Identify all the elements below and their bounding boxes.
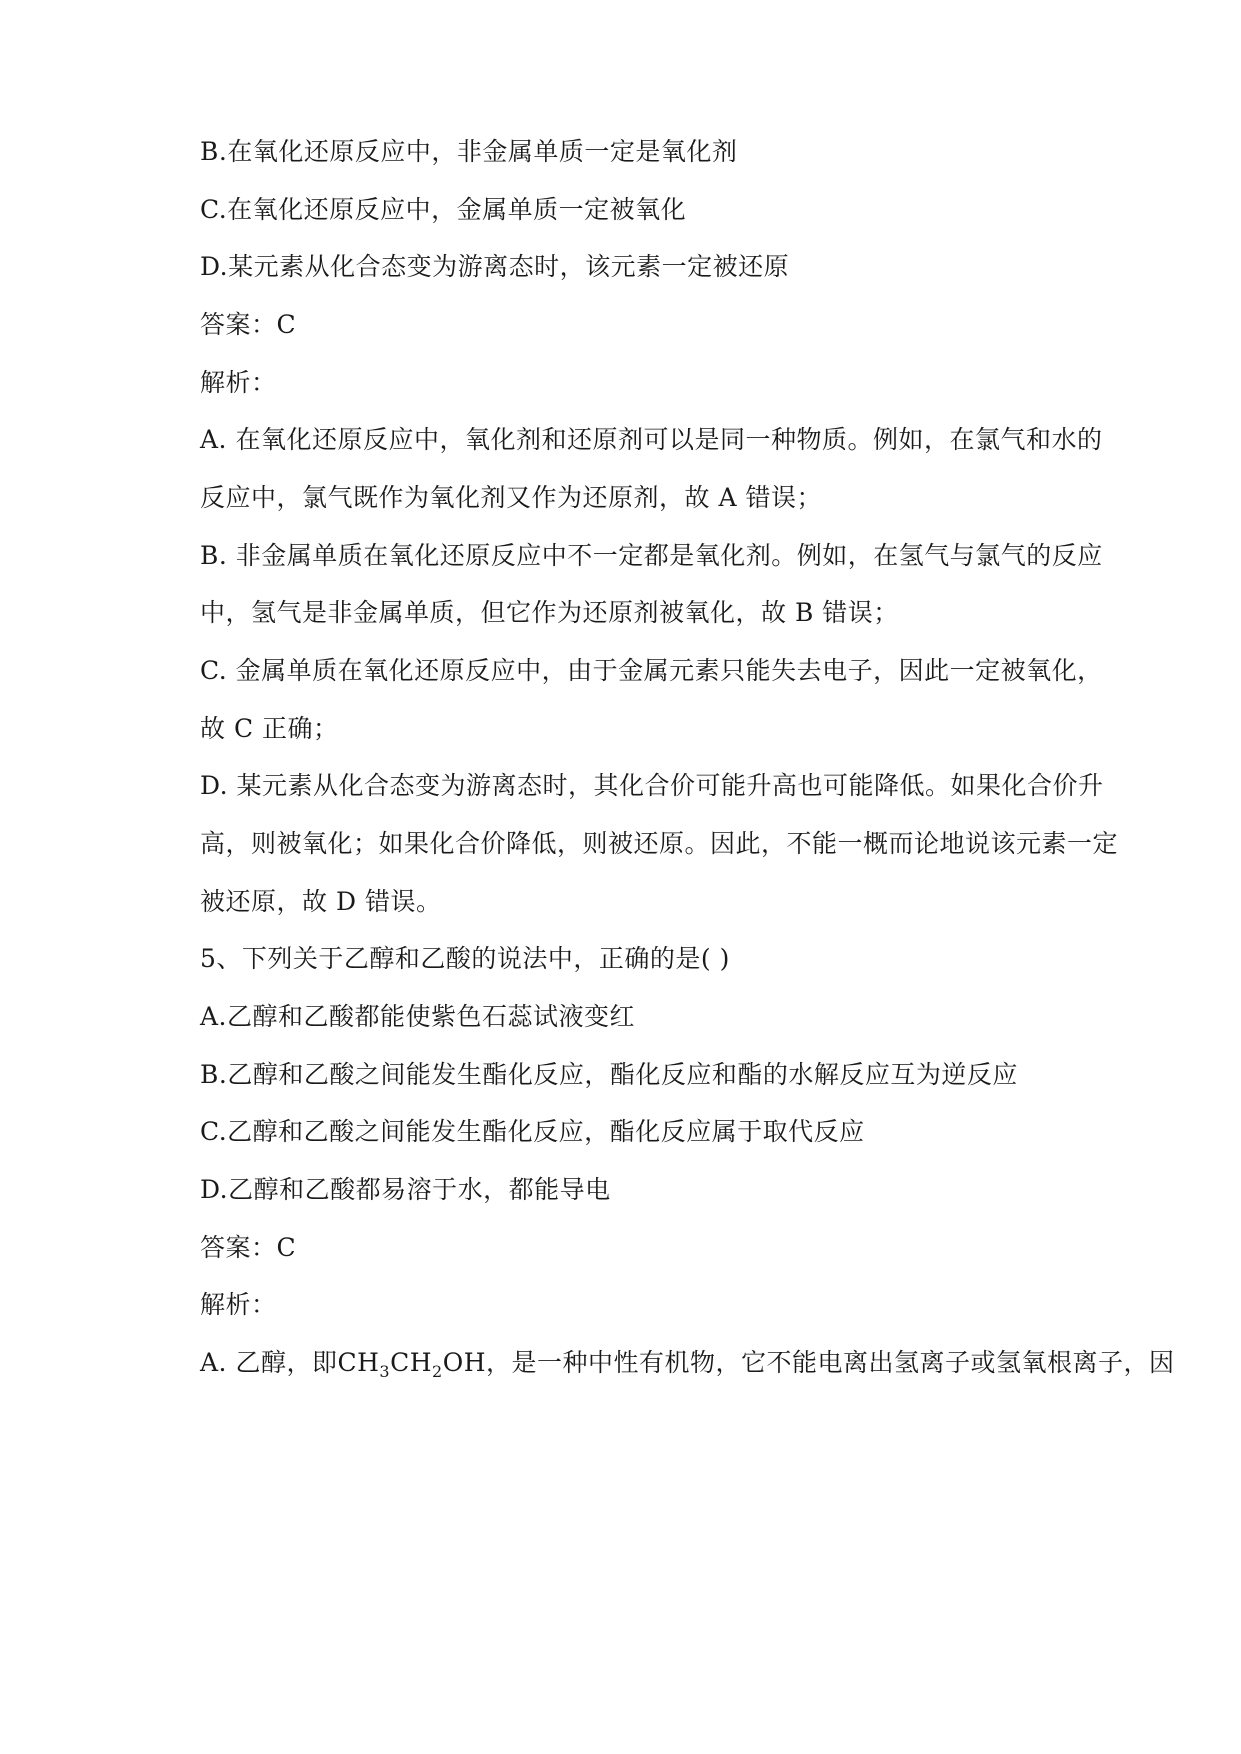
q5-question: 5、下列关于乙醇和乙酸的说法中，正确的是( ) xyxy=(200,944,730,973)
ethanol-formula: $CH_3CH_2OH$ xyxy=(337,1348,487,1381)
q4-analysis-b-line1: B. 非金属单质在氧化还原反应中不一定都是氧化剂。例如，在氢气与氯气的反应 xyxy=(200,541,1103,570)
q5-option-b: B.乙醇和乙酸之间能发生酯化反应，酯化反应和酯的水解反应互为逆反应 xyxy=(200,1060,1018,1089)
q5-option-c: C.乙醇和乙酸之间能发生酯化反应，酯化反应属于取代反应 xyxy=(200,1117,865,1146)
q5-analysis-a-suffix: ，是一种中性有机物，它不能电离出氢离子或氢氧根离子，因 xyxy=(486,1348,1175,1377)
q5-answer: 答案：C xyxy=(200,1233,297,1262)
q4-analysis-label: 解析： xyxy=(200,368,277,397)
q4-answer: 答案：C xyxy=(200,310,297,339)
q4-analysis-c-line2: 故 C 正确； xyxy=(200,714,339,743)
q4-analysis-a-line2: 反应中，氯气既作为氧化剂又作为还原剂，故 A 错误； xyxy=(200,483,822,512)
q4-analysis-a-line1: A. 在氧化还原反应中，氧化剂和还原剂可以是同一种物质。例如，在氯气和水的 xyxy=(200,425,1103,454)
q5-analysis-a-line1 xyxy=(200,1346,1175,1389)
q5-analysis-a-prefix: A. 乙醇，即 xyxy=(200,1348,338,1377)
q4-analysis-d-line3: 被还原，故 D 错误。 xyxy=(200,887,442,916)
q5-option-a: A.乙醇和乙酸都能使紫色石蕊试液变红 xyxy=(200,1002,636,1031)
q4-analysis-d-line1: D. 某元素从化合态变为游离态时，其化合价可能升高也可能降低。如果化合价升 xyxy=(200,771,1104,800)
q5-option-d: D.乙醇和乙酸都易溶于水，都能导电 xyxy=(200,1175,611,1204)
q4-analysis-c-line1: C. 金属单质在氧化还原反应中，由于金属元素只能失去电子，因此一定被氧化， xyxy=(200,656,1103,685)
q4-option-d: D.某元素从化合态变为游离态时，该元素一定被还原 xyxy=(200,252,790,281)
q4-option-c: C.在氧化还原反应中，金属单质一定被氧化 xyxy=(200,195,687,224)
q4-analysis-b-line2: 中，氢气是非金属单质，但它作为还原剂被氧化，故 B 错误； xyxy=(200,598,899,627)
q4-option-b: B.在氧化还原反应中，非金属单质一定是氧化剂 xyxy=(200,137,738,166)
q4-analysis-d-line2: 高，则被氧化；如果化合价降低，则被还原。因此，不能一概而论地说该元素一定 xyxy=(200,829,1119,858)
q5-analysis-label: 解析： xyxy=(200,1290,277,1319)
